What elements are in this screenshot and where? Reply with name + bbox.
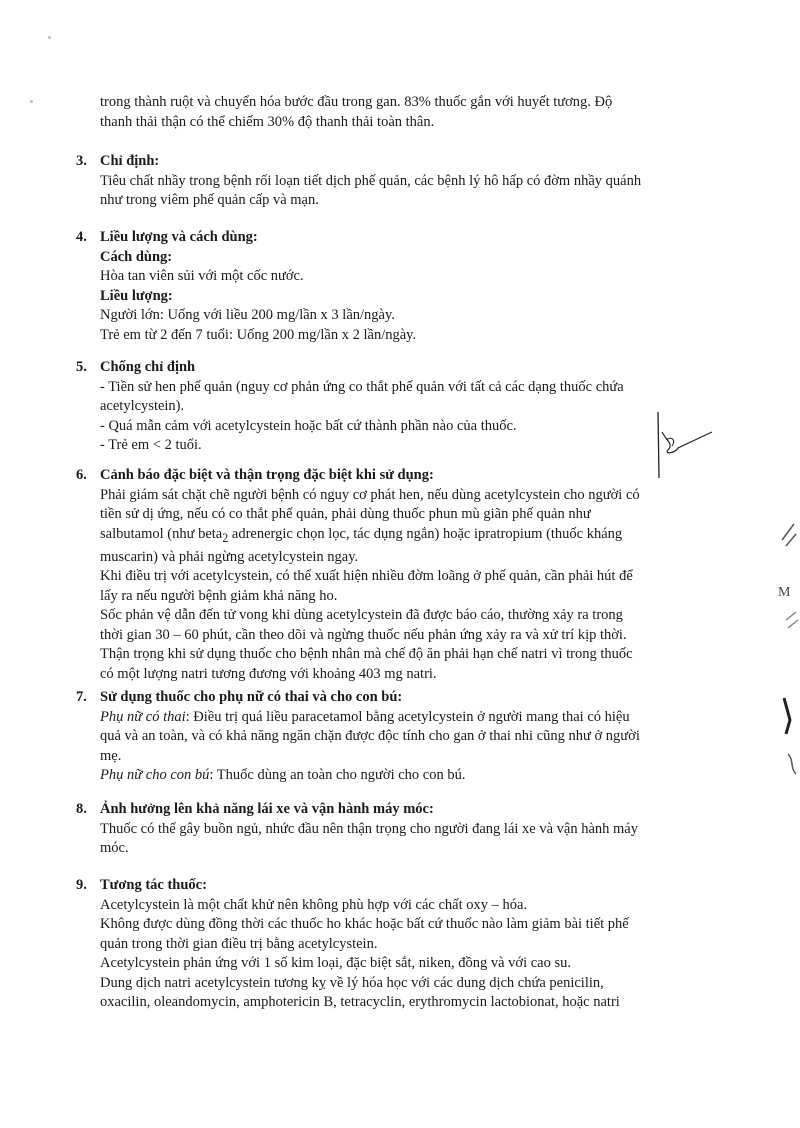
section-heading [76, 358, 736, 378]
body-line: Không được dùng đồng thời các thuốc ho khác hoặc bất cứ thuốc nào làm giảm bài tiết phế [100, 916, 629, 932]
body-line: Sốc phản vệ dẫn đến tử vong khi dùng acetylcystein đã được báo cáo, thường xảy ra trong [100, 607, 623, 624]
body-text: adrenergic chọn lọc, tác dụng ngắn) hoặc ipratropium (thuốc kháng [228, 525, 623, 542]
section-warnings [76, 466, 736, 684]
body-line [100, 766, 736, 786]
body-line: muscarin) và phải ngừng acetylcystein ngay. [100, 548, 359, 565]
section-body [76, 820, 736, 859]
body-line: quả và an toàn, và có khả năng ngăn chặn được độc tính cho gan ở thai nhi cũng như ở người [100, 728, 640, 744]
body-line: Tiêu chất nhầy trong bệnh rối loạn tiết dịch phế quản, các bệnh lý hô hấp có đờm nhầy quánh [100, 172, 642, 189]
body-line: Hòa tan viên sủi với một cốc nước. [100, 268, 304, 284]
body-line: Trẻ em từ 2 đến 7 tuổi: Uống 200 mg/lần x 2 lần/ngày. [100, 326, 417, 343]
body-line: thời gian 30 – 60 phút, cần theo dõi và ngừng thuốc nếu phản ứng xảy ra và xử trí kịp thời. [100, 626, 627, 643]
section-body [76, 896, 736, 1013]
body-text: salbutamol (như beta [100, 525, 223, 542]
section-title: Chống chỉ định [100, 359, 196, 375]
section-contraindications [76, 358, 736, 456]
section-driving [76, 800, 736, 859]
section-number: 7. [76, 689, 87, 705]
section-number: 3. [76, 153, 87, 169]
section-heading [76, 688, 736, 708]
section-title: Chỉ định: [100, 153, 160, 169]
edge-stamp-text: M [778, 585, 791, 600]
body-line: Khi điều trị với acetylcystein, có thể xuất hiện nhiều đờm loãng ở phế quản, cần phải hút để [100, 568, 633, 585]
section-body [76, 172, 736, 211]
section-heading [76, 800, 736, 820]
section-heading [76, 152, 736, 172]
section-interactions [76, 876, 736, 1013]
body-line: như trong viêm phế quản cấp và mạn. [100, 192, 319, 208]
body-line: tiền sử dị ứng, nếu có co thắt phế quản, phải dùng thuốc phun mù giãn phế quản như [100, 506, 591, 522]
body-line [100, 708, 736, 728]
section-body [76, 486, 736, 685]
subheading: Cách dùng: [100, 248, 173, 265]
body-line: lấy ra nếu người bệnh giảm khả năng ho. [100, 587, 338, 604]
section-body [76, 378, 736, 456]
section-number: 6. [76, 467, 87, 483]
section-number: 9. [76, 877, 87, 893]
intro-paragraph [100, 92, 720, 132]
section-indications [76, 152, 736, 211]
subscript: 2 [222, 530, 229, 545]
section-title: Tương tác thuốc: [100, 877, 207, 893]
body-line: mẹ. [100, 747, 122, 764]
body-line: có một lượng natri tương đương với khoảng 403 mg natri. [100, 665, 437, 682]
body-text: : Thuốc dùng an toàn cho người cho con bú. [209, 767, 466, 783]
section-dosage [76, 228, 736, 345]
intro-line: trong thành ruột và chuyển hóa bước đầu trong gan. 83% thuốc gắn với huyết tương. Độ [100, 94, 613, 110]
body-line: Người lớn: Uống với liều 200 mg/lần x 3 lần/ngày. [100, 307, 395, 323]
section-heading [76, 876, 736, 896]
body-line: móc. [100, 840, 129, 856]
body-line: oxacilin, oleandomycin, amphotericin B, tetracyclin, erythromycin lactobionat, hoặc natri [100, 994, 620, 1010]
body-line: acetylcystein). [100, 398, 185, 414]
scan-dot [30, 100, 33, 103]
section-title: Ảnh hưởng lên khả năng lái xe và vận hành máy móc: [100, 801, 434, 817]
section-body [76, 708, 736, 786]
section-body [76, 248, 736, 346]
body-line: Thận trọng khi sử dụng thuốc cho bệnh nhân mà chế độ ăn phải hạn chế natri vì trong thuốc [100, 646, 633, 663]
body-line: Dung dịch natri acetylcystein tương kỵ về lý hóa học với các dung dịch chứa penicilin, [100, 974, 604, 991]
section-number: 8. [76, 801, 87, 817]
body-line: - Trẻ em < 2 tuổi. [100, 437, 202, 453]
section-title: Cảnh báo đặc biệt và thận trọng đặc biệt khi sử dụng: [100, 467, 434, 483]
section-number: 5. [76, 359, 87, 375]
subheading: Liều lượng: [100, 287, 173, 304]
section-heading [76, 466, 736, 486]
body-line [100, 525, 736, 548]
edge-stamp-marks [760, 520, 800, 780]
body-line: Thuốc có thể gây buồn ngủ, nhức đầu nên thận trọng cho người đang lái xe và vận hành máy [100, 820, 638, 837]
italic-label: Phụ nữ cho con bú [100, 767, 210, 783]
body-line: quản trong thời gian điều trị bằng acetylcystein. [100, 935, 378, 952]
body-line: - Tiền sử hen phế quản (nguy cơ phản ứng co thắt phế quản với tất cả các dạng thuốc chứa [100, 378, 624, 395]
section-title: Liều lượng và cách dùng: [100, 229, 258, 245]
body-line: Acetylcystein là một chất khử nên không phù hợp với các chất oxy – hóa. [100, 896, 528, 913]
body-text: : Điều trị quá liều paracetamol bằng acetylcystein ở người mang thai có hiệu [185, 708, 630, 725]
section-heading [76, 228, 736, 248]
body-line: Phải giám sát chặt chẽ người bệnh có nguy cơ phát hen, nếu dùng acetylcystein cho người có [100, 486, 640, 503]
scan-dot [48, 36, 51, 39]
section-pregnancy [76, 688, 736, 786]
italic-label: Phụ nữ có thai [100, 708, 186, 725]
body-line: - Quá mẫn cảm với acetylcystein hoặc bất cứ thành phần nào của thuốc. [100, 417, 517, 434]
section-title: Sử dụng thuốc cho phụ nữ có thai và cho con bú: [100, 689, 403, 705]
section-number: 4. [76, 229, 87, 245]
body-line: Acetylcystein phản ứng với 1 số kim loại, đặc biệt sắt, niken, đồng và với cao su. [100, 955, 571, 971]
intro-line: thanh thải thận có thể chiếm 30% độ thanh thải toàn thân. [100, 114, 435, 130]
